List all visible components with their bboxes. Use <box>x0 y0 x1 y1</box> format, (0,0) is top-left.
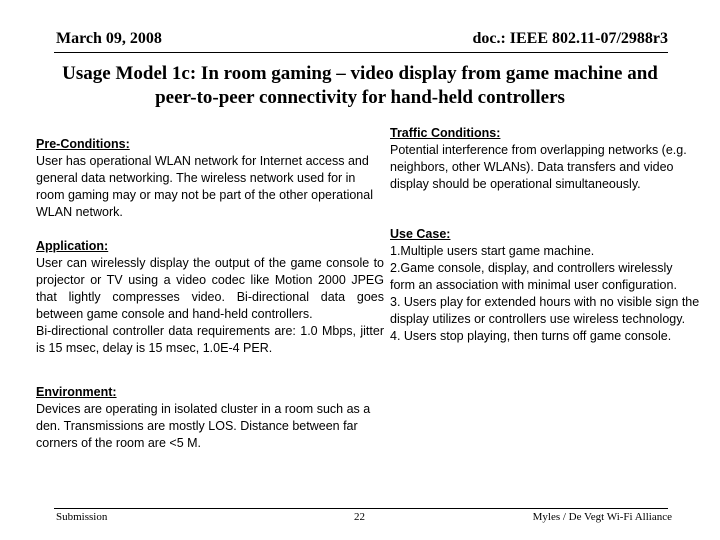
traffic-conditions-heading: Traffic Conditions: <box>390 126 501 140</box>
use-case-step: 1.Multiple users start game machine. <box>390 244 595 258</box>
application-section <box>36 238 384 357</box>
footer-divider <box>54 508 668 509</box>
header-date: March 09, 2008 <box>56 30 162 47</box>
application-requirements-text: Bi-directional controller data requirements are: 1.0 Mbps, jitter is 15 msec, delay is 15 msec, 1.0E-4 PER. <box>36 324 384 355</box>
footer-submission: Submission <box>56 511 108 523</box>
environment-text: Devices are operating in isolated cluster in a room such as a den. Transmissions are mostly LOS. Distance between far corners of the room are <5 M. <box>36 402 371 450</box>
use-case-section <box>390 226 700 345</box>
use-case-step: 4. Users stop playing, then turns off game console. <box>390 329 672 343</box>
environment-section <box>36 384 386 452</box>
environment-heading: Environment: <box>36 385 117 399</box>
pre-conditions-heading: Pre-Conditions: <box>36 137 130 151</box>
traffic-conditions-text: Potential interference from overlapping networks (e.g. neighbors, other WLANs). Data transfers and video display should be operational simultaneously. <box>390 143 687 191</box>
application-text: User can wirelessly display the output of the game console to projector or TV using a video codec like Motion 2000 JPEG that lightly compresses video. Bi-directional data goes between game console and hand-held controllers. <box>36 256 384 321</box>
slide-title: Usage Model 1c: In room gaming – video display from game machine and peer-to-peer connectivity for hand-held controllers <box>62 63 658 108</box>
traffic-conditions-section <box>390 125 715 193</box>
header-divider <box>54 52 668 53</box>
pre-conditions-text: User has operational WLAN network for Internet access and general data networking. The wireless network used for in room gaming may or may not be part of the other operational WLAN network. <box>36 154 373 219</box>
use-case-heading: Use Case: <box>390 227 451 241</box>
header-doc-id: doc.: IEEE 802.11-07/2988r3 <box>472 30 668 47</box>
footer-page-number: 22 <box>354 511 365 523</box>
use-case-step: 3. Users play for extended hours with no visible sign the display utilizes or controllers use wireless technology. <box>390 295 700 326</box>
application-heading: Application: <box>36 239 109 253</box>
pre-conditions-section <box>36 136 381 221</box>
use-case-step: 2.Game console, display, and controllers wirelessly form an association with minimal user configuration. <box>390 261 677 292</box>
footer-authors: Myles / De Vegt Wi-Fi Alliance <box>532 511 672 523</box>
